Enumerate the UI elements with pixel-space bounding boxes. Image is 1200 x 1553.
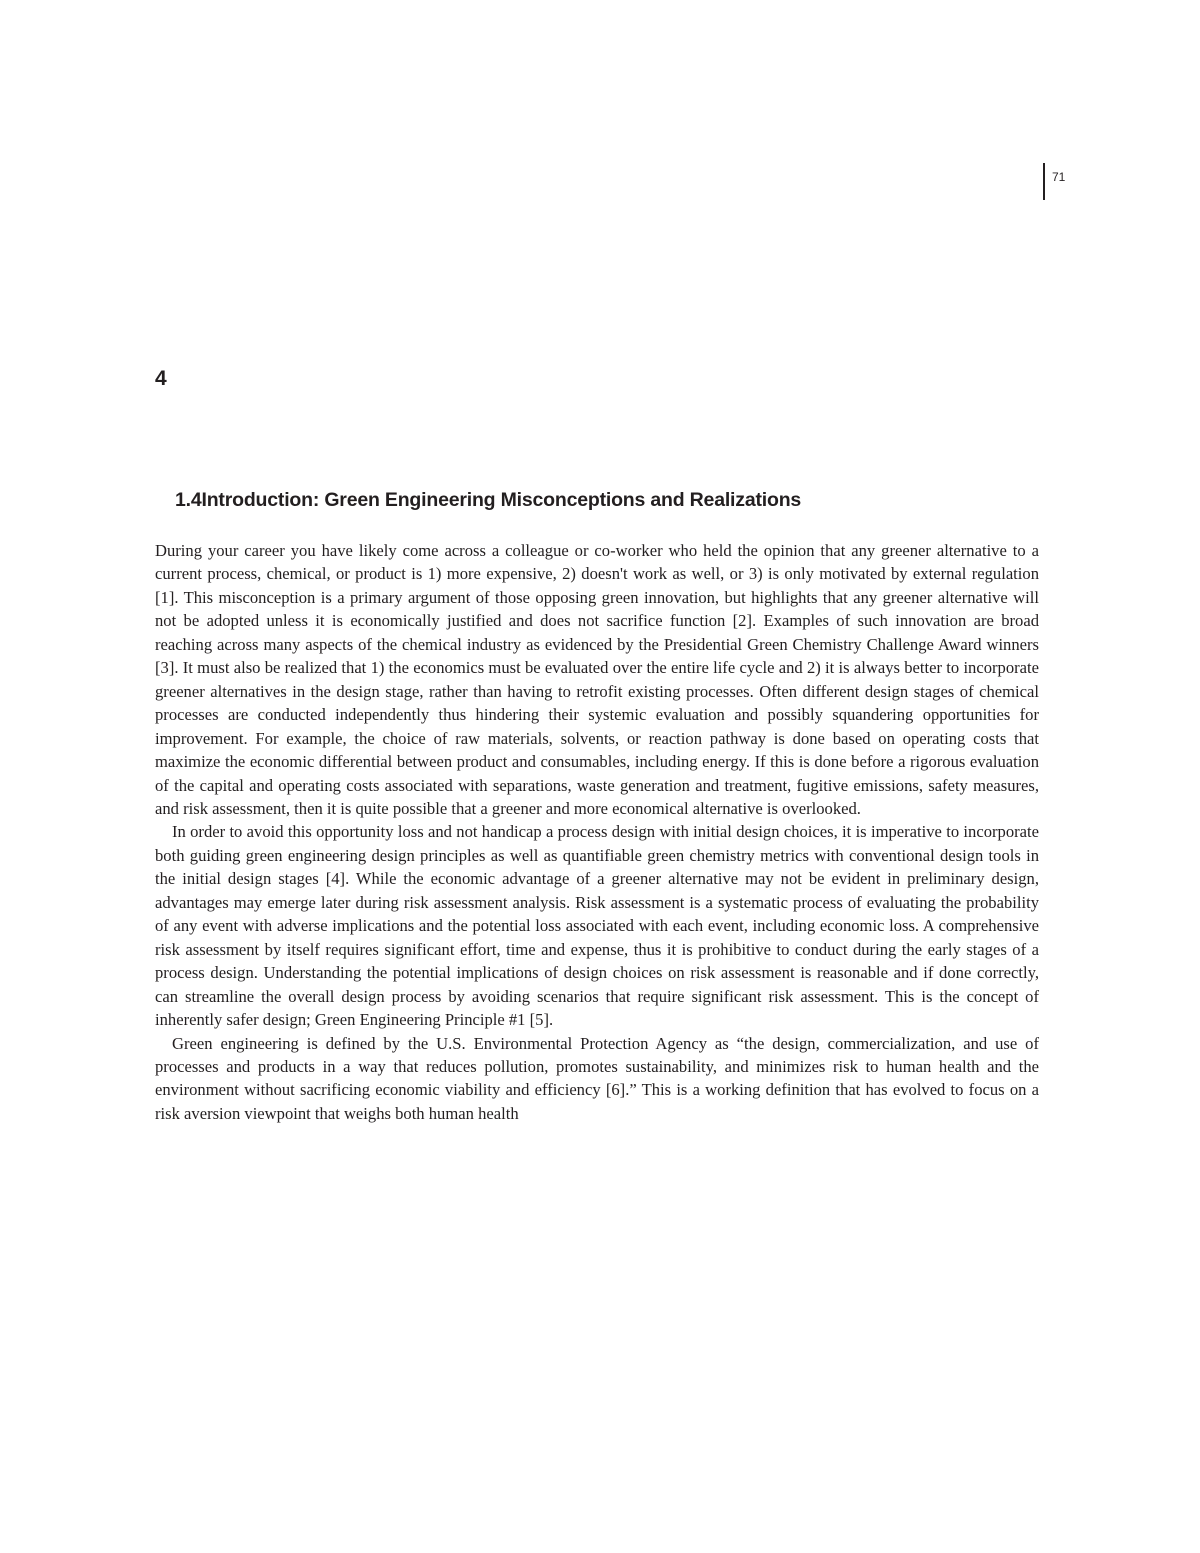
page-number-rule — [1043, 163, 1045, 200]
paragraph-3: Green engineering is defined by the U.S. Environmental Protection Agency as “the design, commercialization, and use of processes and products in a way that reduces pollution, promotes sustainability, and minimizes risk to human health and the environment without sacrificing economic viability and efficiency [6].” This is a working definition that has evolved to focus on a risk aversion viewpoint that weighs both human health — [155, 1033, 1039, 1123]
paragraph-1: During your career you have likely come across a colleague or co-worker who held the opinion that any greener alternative to a current process, chemical, or product is 1) more expensive, 2) doesn't work as well, or 3) is only motivated by external regulation [1]. This misconception is a primary argument of those opposing green innovation, but highlights that any greener alternative will not be adopted unless it is economically justified and does not sacrifice function [2]. Examples of such innovation are broad reaching across many aspects of the chemical industry as evidenced by the Presidential Green Chemistry Challenge Award winners [3]. It must also be realized that 1) the economics must be evaluated over the entire life cycle and 2) it is always better to incorporate greener alternatives in the design stage, rather than having to retrofit existing processes. Often different design stages of chemical processes are conducted independently thus hindering their systemic evaluation and possibly squandering opportunities for improvement. For example, the choice of raw materials, solvents, or reaction pathway is done based on operating costs that maximize the economic differential between product and consumables, including energy. If this is done before a rigorous evaluation of the capital and operating costs associated with separations, waste generation and treatment, fugitive emissions, safety measures, and risk assessment, then it is quite possible that a greener and more economical alternative is overlooked. — [155, 541, 1039, 818]
body-text — [155, 539, 1039, 1125]
paragraph-2: In order to avoid this opportunity loss and not handicap a process design with initial design choices, it is imperative to incorporate both guiding green engineering design principles as well as quantifiable green chemistry metrics with conventional design tools in the initial design stages [4]. While the economic advantage of a greener alternative may not be evident in preliminary design, advantages may emerge later during risk assessment analysis. Risk assessment is a systematic process of evaluating the probability of any event with adverse implications and the potential loss associated with each event, including economic loss. A comprehensive risk assessment by itself requires significant effort, time and expense, thus it is prohibitive to conduct during the early stages of a process design. Understanding the potential implications of design choices on risk assessment is reasonable and if done correctly, can streamline the overall design process by avoiding scenarios that require significant risk assessment. This is the concept of inherently safer design; Green Engineering Principle #1 [5]. — [155, 822, 1039, 1030]
chapter-number: 4 — [155, 367, 167, 390]
section-heading: 1.4Introduction: Green Engineering Misconceptions and Realizations — [175, 489, 802, 511]
page-number: 71 — [1052, 170, 1066, 184]
